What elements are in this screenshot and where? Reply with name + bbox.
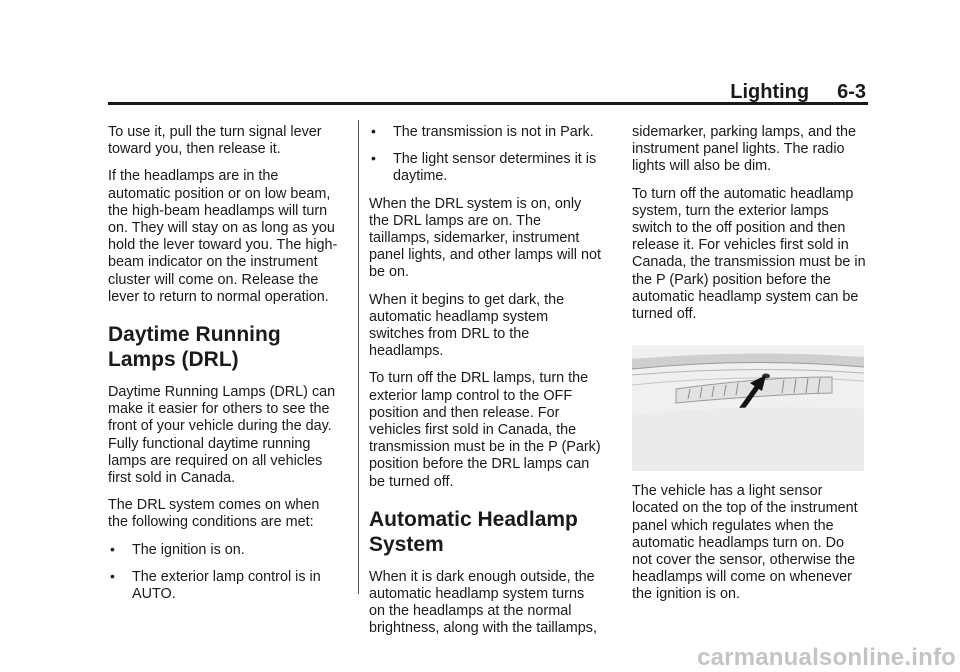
watermark: carmanualsonline.info [697,644,956,671]
section-title: Lighting [730,80,810,103]
list-item-text: The light sensor determines it is daytime. [393,151,597,185]
paragraph: If the headlamps are in the automatic position or on low beam, the high-beam headlamps will turn on. They will stay on as long as you hold the lever toward you. The high-beam indicator on the instrument cluster will come on. Release the lever to return to normal operation. [108,168,338,305]
paragraph: When the DRL system is on, only the DRL lamps are on. The taillamps, sidemarker, instrument panel lights, and other lamps will not be on. [369,195,601,281]
bullet-glyph: • [371,123,376,139]
bullet-glyph: • [371,150,376,167]
page-header [108,80,866,104]
column-1 [108,124,342,613]
paragraph: The vehicle has a light sensor located on the top of the instrument panel which regulates when the automatic headlamps turn on. Do not cover the sensor, otherwise the headlamps will come on whenever the ignition is on. [632,483,858,603]
paragraph: sidemarker, parking lamps, and the instrument panel lights. The radio lights will also be dim. [632,124,856,175]
paragraph: The DRL system comes on when the following conditions are met: [108,497,320,531]
list-item [108,542,342,559]
list-item-text: The ignition is on. [132,541,245,558]
bullet-glyph: • [110,567,115,584]
paragraph: To turn off the DRL lamps, turn the exterior lamp control to the OFF position and then release. For vehicles first sold in Canada, the transmission must be in the P (Park) position before the DRL lamps can be turned off. [369,370,601,490]
paragraph: Daytime Running Lamps (DRL) can make it easier for others to see the front of your vehicle during the day. Fully functional daytime running lamps are required on all vehicles first sold in Canada. [108,384,336,487]
light-sensor-illustration [632,345,864,471]
list-item-text: The exterior lamp control is in AUTO. [132,568,321,603]
column-3 [632,124,866,614]
paragraph: To use it, pull the turn signal lever toward you, then release it. [108,124,322,158]
list-item [369,124,603,141]
bullet-glyph: • [110,540,115,557]
paragraph: To turn off the automatic headlamp system, turn the exterior lamps switch to the off position and then release it. For vehicles first sold in Canada, the transmission must be in the P (Park) position before the automatic headlamp system can be turned off. [632,185,866,323]
page-number: 6-3 [837,80,866,103]
paragraph: When it begins to get dark, the automatic headlamp system switches from DRL to the headlamps. [369,291,565,360]
heading-automatic-headlamp: Automatic Headlamp System [369,507,578,556]
heading-drl: Daytime Running Lamps (DRL) [108,323,281,372]
paragraph: When it is dark enough outside, the automatic headlamp system turns on the headlamps at the normal brightness, along with the taillamps, [369,568,597,637]
column-2 [369,124,603,648]
list-item-text: The transmission is not in Park. [393,124,594,140]
column-divider [358,120,359,594]
list-item [108,569,342,603]
header-rule [108,102,868,105]
list-item [369,151,603,185]
